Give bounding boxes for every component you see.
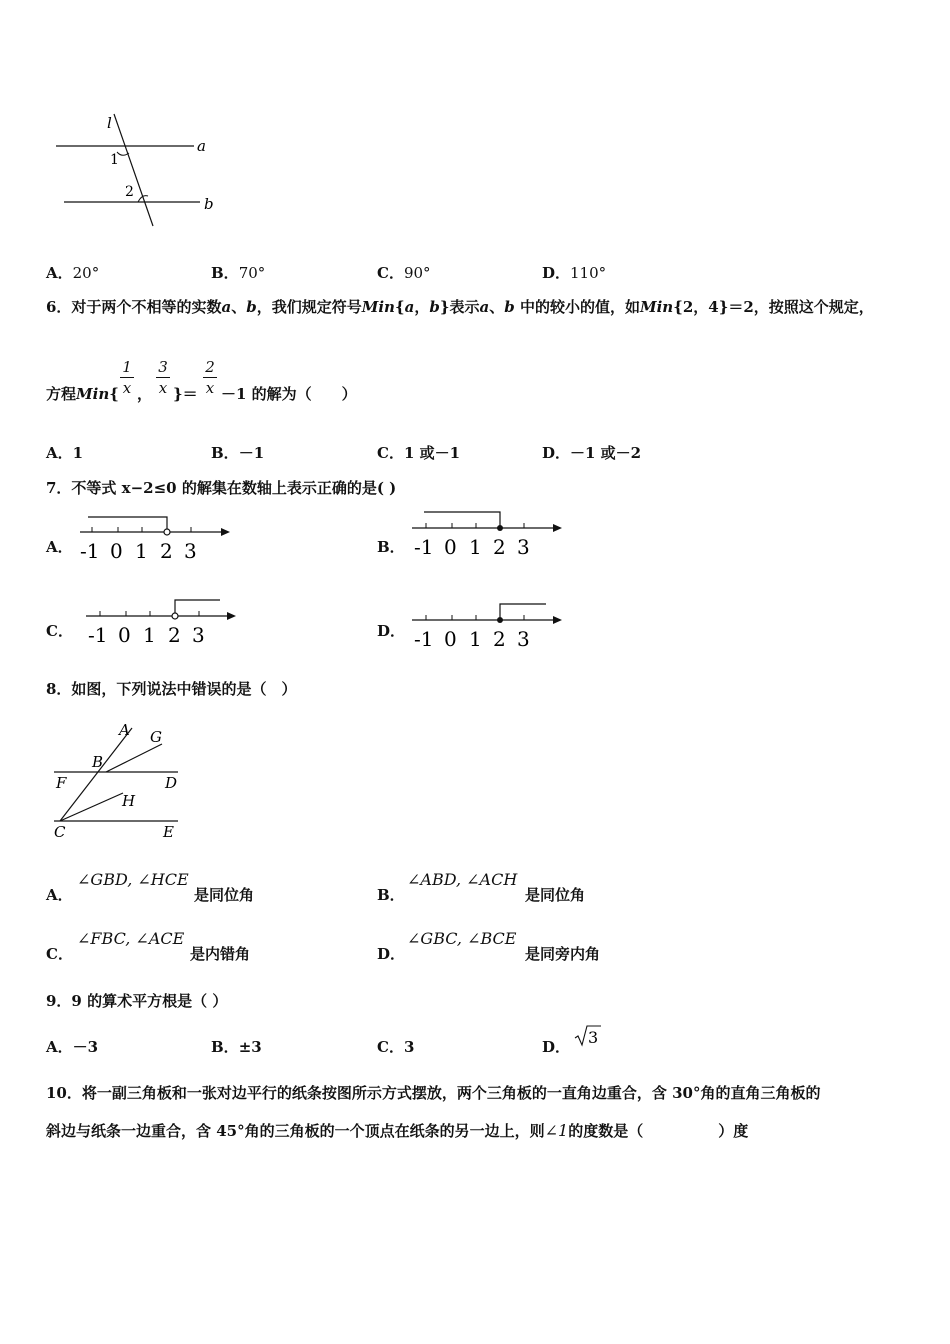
- tick-label: 2: [168, 623, 181, 647]
- option-text: 110°: [570, 264, 607, 282]
- q9-stem: 9．9 的算术平方根是（ ）: [46, 992, 228, 1010]
- arrow-icon: [553, 616, 562, 624]
- arrow-icon: [227, 612, 236, 620]
- q6-option-a[interactable]: A．1: [46, 444, 84, 462]
- q7-option-b-letter[interactable]: B．: [377, 538, 405, 556]
- solution-bracket: [424, 512, 500, 526]
- transversal-l: [114, 114, 153, 226]
- angle-pair: ∠GBC, ∠BCE: [407, 929, 517, 948]
- label-B: B: [92, 753, 104, 771]
- label-D: D: [165, 774, 178, 792]
- option-letter: C．: [377, 264, 404, 282]
- label-F: F: [56, 774, 67, 792]
- tick-label: 1: [135, 539, 148, 563]
- solution-bracket: [175, 600, 220, 613]
- q10-stem-line2: 斜边与纸条一边重合，含 45°角的三角板的一个顶点在纸条的另一边上，则∠1的度数是（ ）度: [46, 1121, 749, 1140]
- tick-label: 3: [184, 539, 197, 563]
- option-text: 90°: [403, 264, 431, 282]
- q7-number-line-b[interactable]: [410, 506, 570, 561]
- tick-label: -1: [414, 627, 434, 651]
- q7-number-line-c[interactable]: [84, 594, 244, 649]
- tick-label: 1: [143, 623, 156, 647]
- q6-stem-line1: 6．对于两个不相等的实数a、b，我们规定符号Min{a，b}表示a、b 中的较小的值，如Min{2，4}＝2，按照这个规定，: [46, 298, 874, 316]
- angle-pair: ∠GBD, ∠HCE: [77, 870, 189, 889]
- option-letter: A．: [46, 264, 73, 282]
- q6-option-d[interactable]: D．－1 或－2: [542, 444, 642, 462]
- q9-option-b[interactable]: B．±3: [211, 1038, 262, 1056]
- tick-label: 3: [192, 623, 205, 647]
- tick-label: 3: [517, 535, 530, 559]
- angle-pair: ∠FBC, ∠ACE: [77, 929, 185, 948]
- option-letter: B．: [211, 264, 239, 282]
- open-point: [164, 529, 170, 535]
- q7-stem: 7．不等式 x−2≤0 的解集在数轴上表示正确的是( ): [46, 479, 397, 497]
- closed-point: [497, 525, 503, 531]
- angle-1: ∠1: [544, 1121, 569, 1140]
- line-bg: [106, 744, 162, 772]
- label-G: G: [150, 728, 162, 746]
- tick-label: 0: [444, 627, 457, 651]
- q7-option-a-letter[interactable]: A．: [46, 538, 73, 556]
- tick-label: -1: [80, 539, 100, 563]
- label-H: H: [122, 792, 136, 810]
- q6-fraction-3: 2 x: [203, 358, 217, 397]
- solution-bracket: [88, 517, 167, 529]
- q9-option-a[interactable]: A．－3: [46, 1038, 99, 1056]
- tick-label: 2: [493, 535, 506, 559]
- label-a: a: [197, 137, 206, 155]
- q8-stem: 8．如图，下列说法中错误的是（ ）: [46, 680, 297, 698]
- radicand: 3: [588, 1028, 599, 1047]
- label-A: A: [119, 721, 130, 739]
- q6-suffix: －1 的解为（ ）: [221, 385, 357, 403]
- sqrt-icon: [574, 1024, 602, 1048]
- label-angle2: 2: [125, 184, 134, 200]
- q6-fraction-2: 3 x: [156, 358, 170, 397]
- q10-stem-line1: 10．将一副三角板和一张对边平行的纸条按图所示方式摆放，两个三角板的一直角边重合，含 30°角的直角三角板的: [46, 1084, 821, 1102]
- arrow-icon: [553, 524, 562, 532]
- q6-option-b[interactable]: B．－1: [211, 444, 265, 462]
- q5-option-b[interactable]: [211, 262, 265, 283]
- tick-label: 0: [444, 535, 457, 559]
- label-b: b: [204, 195, 214, 213]
- label-l: l: [107, 114, 112, 132]
- option-letter: D．: [542, 264, 571, 282]
- label-E: E: [163, 823, 174, 841]
- q5-option-c[interactable]: [377, 262, 431, 283]
- tick-label: 1: [469, 535, 482, 559]
- q6-fraction-1: 1 x: [120, 358, 134, 397]
- open-point: [172, 613, 178, 619]
- q5-option-a[interactable]: [46, 262, 99, 283]
- tick-label: 2: [493, 627, 506, 651]
- solution-bracket: [500, 604, 546, 617]
- option-text: 20°: [72, 264, 100, 282]
- arrow-icon: [221, 528, 230, 536]
- tick-label: -1: [414, 535, 434, 559]
- label-C: C: [54, 823, 66, 841]
- q5-parallel-lines-figure: [50, 108, 230, 233]
- q6-option-c[interactable]: C．1 或－1: [377, 444, 461, 462]
- angle-pair: ∠ABD, ∠ACH: [407, 870, 518, 889]
- q7-number-line-d[interactable]: [410, 598, 570, 653]
- option-text: 70°: [238, 264, 266, 282]
- tick-label: -1: [88, 623, 108, 647]
- label-angle1: 1: [110, 152, 119, 168]
- q9-option-c[interactable]: C．3: [377, 1038, 415, 1056]
- tick-label: 0: [110, 539, 123, 563]
- q6-brace-close: }＝: [173, 385, 198, 403]
- q7-option-c-letter[interactable]: C．: [46, 622, 73, 640]
- tick-label: 3: [517, 627, 530, 651]
- tick-label: 1: [469, 627, 482, 651]
- q8-geometry-figure: [50, 718, 190, 842]
- q6-prefix: 方程Min{: [46, 385, 119, 403]
- q6-comma: ，: [137, 385, 153, 403]
- tick-label: 2: [160, 539, 173, 563]
- q7-number-line-a[interactable]: [78, 510, 238, 565]
- tick-label: 0: [118, 623, 131, 647]
- q5-option-d[interactable]: [542, 262, 606, 283]
- closed-point: [497, 617, 503, 623]
- q7-option-d-letter[interactable]: D．: [377, 622, 406, 640]
- line-ch: [60, 793, 123, 821]
